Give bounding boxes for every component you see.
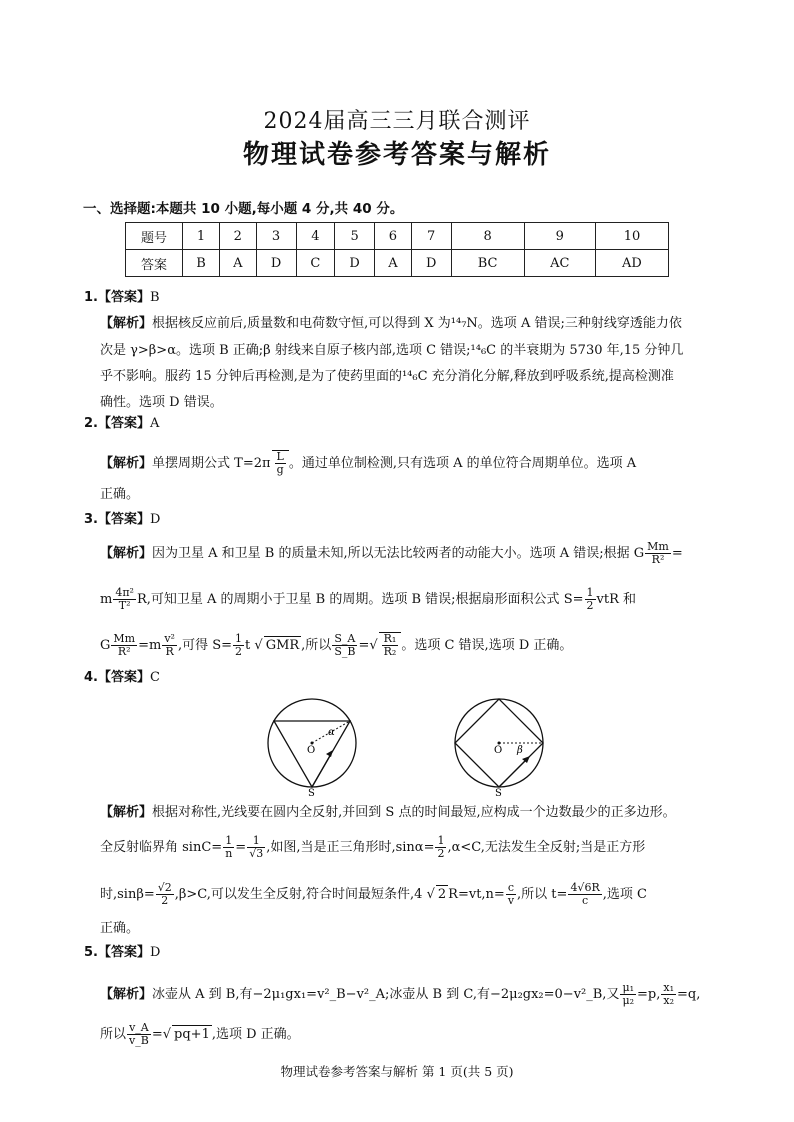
q4-answer: C <box>149 670 160 685</box>
answer-table <box>125 222 669 277</box>
square-reflection-diagram <box>449 697 549 797</box>
sqrt-expression <box>379 632 402 658</box>
q4-text-3a: 时,sinβ= <box>100 887 155 902</box>
q4-analysis-line-1 <box>100 804 676 822</box>
fraction-numerator: 4π² <box>115 586 134 599</box>
fraction-numerator: 1 <box>247 835 265 848</box>
q3-text-3g: 。选项 C 错误,选项 D 正确。 <box>401 638 573 653</box>
q5-label: 5.【答案】 <box>84 945 150 960</box>
analysis-tag: 【解析】 <box>100 987 153 1002</box>
q3-analysis-line-2 <box>100 587 636 612</box>
fraction-numerator: L <box>276 450 284 463</box>
q3-analysis-line-3: G $\frac{Mm}{\text{R²}}$ =m $\frac{\text{v²}}{R}$ ,可得 S= $\frac{1}{2}$ t √ GMR ,所以 $\frac{S\_A}{S\_B}$ =√ $\frac{\text{R₁}}{\text{R₂}}$ 。选项 C 错误,选项 D 正确。 <box>100 632 573 658</box>
sqrt-expression: pq+1 <box>174 1027 210 1042</box>
table-cell: 8 <box>451 223 524 250</box>
fraction-denominator: v_B <box>129 1034 149 1047</box>
q2-text-2: 正确。 <box>100 487 140 502</box>
fraction-numerator: v² <box>164 632 175 645</box>
table-cell: 7 <box>411 223 451 250</box>
table-row <box>126 223 669 250</box>
fraction-denominator: 2 <box>586 599 594 612</box>
q4-text-2b: = <box>235 840 247 855</box>
fraction-denominator: R² <box>651 553 665 566</box>
q3-label: 3.【答案】 <box>84 512 150 527</box>
q2-answer: A <box>149 416 160 431</box>
q1-text-2: 次是 γ>β>α。选项 B 正确;β 射线来自原子核内部,选项 C 错误;¹⁴₆C 的半衰期为 5730 年,15 分钟几 <box>100 343 684 358</box>
fraction-numerator: Mm <box>647 540 669 553</box>
fraction-denominator: x₂ <box>663 994 674 1007</box>
q2-analysis-line-1 <box>100 450 636 476</box>
fraction-denominator: R₂ <box>383 645 397 658</box>
q5-text-1c: =q, <box>677 987 701 1002</box>
q1-label: 1.【答案】 <box>84 290 150 305</box>
section-heading: 一、选择题:本题共 10 小题,每小题 4 分,共 40 分。 <box>83 201 404 217</box>
q3-text-2c: vtR 和 <box>596 592 636 607</box>
q5-answer: D <box>149 945 161 960</box>
fraction-numerator: 1 <box>437 834 445 847</box>
q3-analysis-line-1 <box>100 541 683 566</box>
label-o: O <box>494 745 503 756</box>
analysis-tag: 【解析】 <box>100 456 153 471</box>
q4-text-3c: R=vt,n= <box>448 887 505 902</box>
q4-label: 4.【答案】 <box>84 670 150 685</box>
q1-text-3: 乎不影响。服药 15 分钟后再检测,是为了使药里面的¹⁴₆C 充分消化分解,释放到呼吸系统,提高检测准 <box>100 369 674 384</box>
q3-text-2a: m <box>100 592 113 607</box>
label-alpha: α <box>328 727 335 738</box>
q3-text-3c: ,可得 S= <box>177 638 233 653</box>
triangle-reflection-diagram <box>262 697 362 797</box>
fraction-denominator: g <box>276 463 284 476</box>
fraction-denominator: 2 <box>437 847 445 860</box>
table-cell: 10 <box>595 223 668 250</box>
table-cell: D <box>256 250 296 277</box>
fraction-numerator: 1 <box>235 632 243 645</box>
document-subtitle: 物理试卷参考答案与解析 <box>242 140 551 170</box>
table-cell: BC <box>451 250 524 277</box>
fraction-numerator: Mm <box>113 632 136 645</box>
label-beta: β <box>517 745 523 756</box>
fraction-denominator: R <box>165 645 174 658</box>
table-cell: B <box>183 250 220 277</box>
q5-analysis-line-2: 所以 $\frac{v\_A}{v\_B}$ =√ pq+1 ,选项 D 正确。 <box>100 1021 300 1047</box>
fraction-numerator: S_A <box>332 633 357 646</box>
q4-text-2d: ,α<C,无法发生全反射;当是正方形 <box>447 840 646 855</box>
analysis-tag: 【解析】 <box>100 316 153 331</box>
q3-answer-line <box>84 511 160 529</box>
q3-text-3b: =m <box>138 638 162 653</box>
table-row <box>126 250 669 277</box>
q2-text-1b: 。通过单位制检测,只有选项 A 的单位符合周期单位。选项 A <box>288 456 637 471</box>
fraction-numerator: √2 <box>157 881 172 894</box>
fraction-denominator: 2 <box>161 894 169 907</box>
q3-text-2b: R,可知卫星 A 的周期小于卫星 B 的周期。选项 B 错误;根据扇形面积公式 S= <box>136 592 584 607</box>
q5-text-1b: =p, <box>637 987 661 1002</box>
q1-text-1: 根据核反应前后,质量数和电荷数守恒,可以得到 X 为¹⁴₇N。选项 A 错误;三种射线穿透能力依 <box>152 316 682 331</box>
q5-text-1: 冰壶从 A 到 B,有−2μ₁gx₁=v²_B−v²_A;冰壶从 B 到 C,有−2μ₂gx₂=0−v²_B,又 <box>152 987 620 1002</box>
q5-analysis-line-1 <box>100 982 700 1007</box>
ray-arrow <box>499 759 527 787</box>
fraction-denominator: μ₂ <box>622 994 635 1007</box>
table-cell: 2 <box>220 223 256 250</box>
fraction-denominator: 2 <box>235 645 243 658</box>
fraction-numerator: v_A <box>127 1022 151 1035</box>
q4-answer-line <box>84 669 160 687</box>
fraction-numerator: 1 <box>223 835 234 848</box>
fraction-numerator: c <box>506 882 516 895</box>
table-cell: 1 <box>183 223 220 250</box>
q5-text-2b: = <box>151 1027 163 1042</box>
fraction-denominator: T² <box>118 599 131 612</box>
table-cell: 9 <box>524 223 595 250</box>
table-header-cell: 题号 <box>126 223 183 250</box>
q2-text-1a: 单摆周期公式 T=2π <box>152 456 271 471</box>
table-cell: D <box>411 250 451 277</box>
sqrt-expression: 2 <box>437 887 447 902</box>
q4-analysis-line-3: 时,sinβ= $\frac{√2}{2}$ ,β>C,可以发生全反射,符合时间最短条件,4 √ 2 R=vt,n= $\frac{c}{v}$ ,所以 t= $\frac{4√6R}{c}$ ,选项 C <box>100 881 647 907</box>
fraction-numerator: μ₁ <box>622 981 635 994</box>
q2-answer-line <box>84 415 159 433</box>
q3-answer: D <box>149 512 161 527</box>
fraction-denominator: √3 <box>249 847 264 860</box>
q1-answer-line <box>84 289 160 307</box>
table-cell: AC <box>524 250 595 277</box>
table-cell: C <box>296 250 334 277</box>
q5-answer-line <box>84 944 160 962</box>
sqrt-expression: GMR <box>265 638 300 653</box>
q4-text-4: 正确。 <box>100 921 140 936</box>
table-cell: 3 <box>256 223 296 250</box>
q1-answer: B <box>149 290 160 305</box>
table-cell: AD <box>595 250 668 277</box>
analysis-tag: 【解析】 <box>100 805 153 820</box>
q5-text-2a: 所以 <box>100 1027 127 1042</box>
table-cell: 4 <box>296 223 334 250</box>
q3-text-3d: t <box>245 638 251 653</box>
analysis-tag: 【解析】 <box>100 546 153 561</box>
fraction-denominator: R² <box>117 645 131 658</box>
q4-text-2c: ,如图,当是正三角形时,sinα= <box>266 840 435 855</box>
q3-text-3f: = <box>358 638 370 653</box>
label-o: O <box>307 745 316 756</box>
q3-text-3e: ,所以 <box>301 638 332 653</box>
fraction-numerator: x₁ <box>663 981 674 994</box>
q4-analysis-line-2 <box>100 835 645 860</box>
label-s: S <box>308 788 315 797</box>
q4-text-2a: 全反射临界角 sinC= <box>100 840 223 855</box>
table-cell: A <box>220 250 256 277</box>
q3-text-1: 因为卫星 A 和卫星 B 的质量未知,所以无法比较两者的动能大小。选项 A 错误;根据 G <box>152 546 645 561</box>
q4-text-3d: ,所以 t= <box>517 887 568 902</box>
q1-analysis-line-1 <box>100 315 682 333</box>
table-cell: 6 <box>375 223 411 250</box>
q4-text-1: 根据对称性,光线要在圆内全反射,并回到 S 点的时间最短,应构成一个边数最少的正多边形。 <box>152 805 676 820</box>
table-header-cell: 答案 <box>126 250 183 277</box>
table-cell: 5 <box>335 223 375 250</box>
fraction-denominator: v <box>507 894 515 907</box>
table-cell: D <box>335 250 375 277</box>
q3-text-1-end: = <box>671 546 683 561</box>
fraction-denominator: S_B <box>334 645 356 658</box>
fraction-numerator: R₁ <box>383 632 397 645</box>
fraction-numerator: 1 <box>586 586 594 599</box>
q4-text-3b: ,β>C,可以发生全反射,符合时间最短条件,4 <box>174 887 423 902</box>
q3-text-3a: G <box>100 638 111 653</box>
sqrt-expression <box>272 450 289 476</box>
q2-label: 2.【答案】 <box>84 416 150 431</box>
arrowhead-icon <box>326 750 333 757</box>
ray-arrow <box>312 754 331 787</box>
fraction-numerator: 4√6R <box>570 881 600 894</box>
table-cell: A <box>375 250 411 277</box>
page-footer: 物理试卷参考答案与解析 第 1 页(共 5 页) <box>280 1064 514 1079</box>
q5-text-2c: ,选项 D 正确。 <box>211 1027 300 1042</box>
q1-text-4: 确性。选项 D 错误。 <box>100 395 223 410</box>
q4-text-3e: ,选项 C <box>602 887 647 902</box>
exam-title: 2024届高三三月联合测评 <box>263 109 531 134</box>
fraction-denominator: c <box>582 894 589 907</box>
fraction-denominator: n <box>225 847 233 860</box>
label-s: S <box>495 788 502 797</box>
